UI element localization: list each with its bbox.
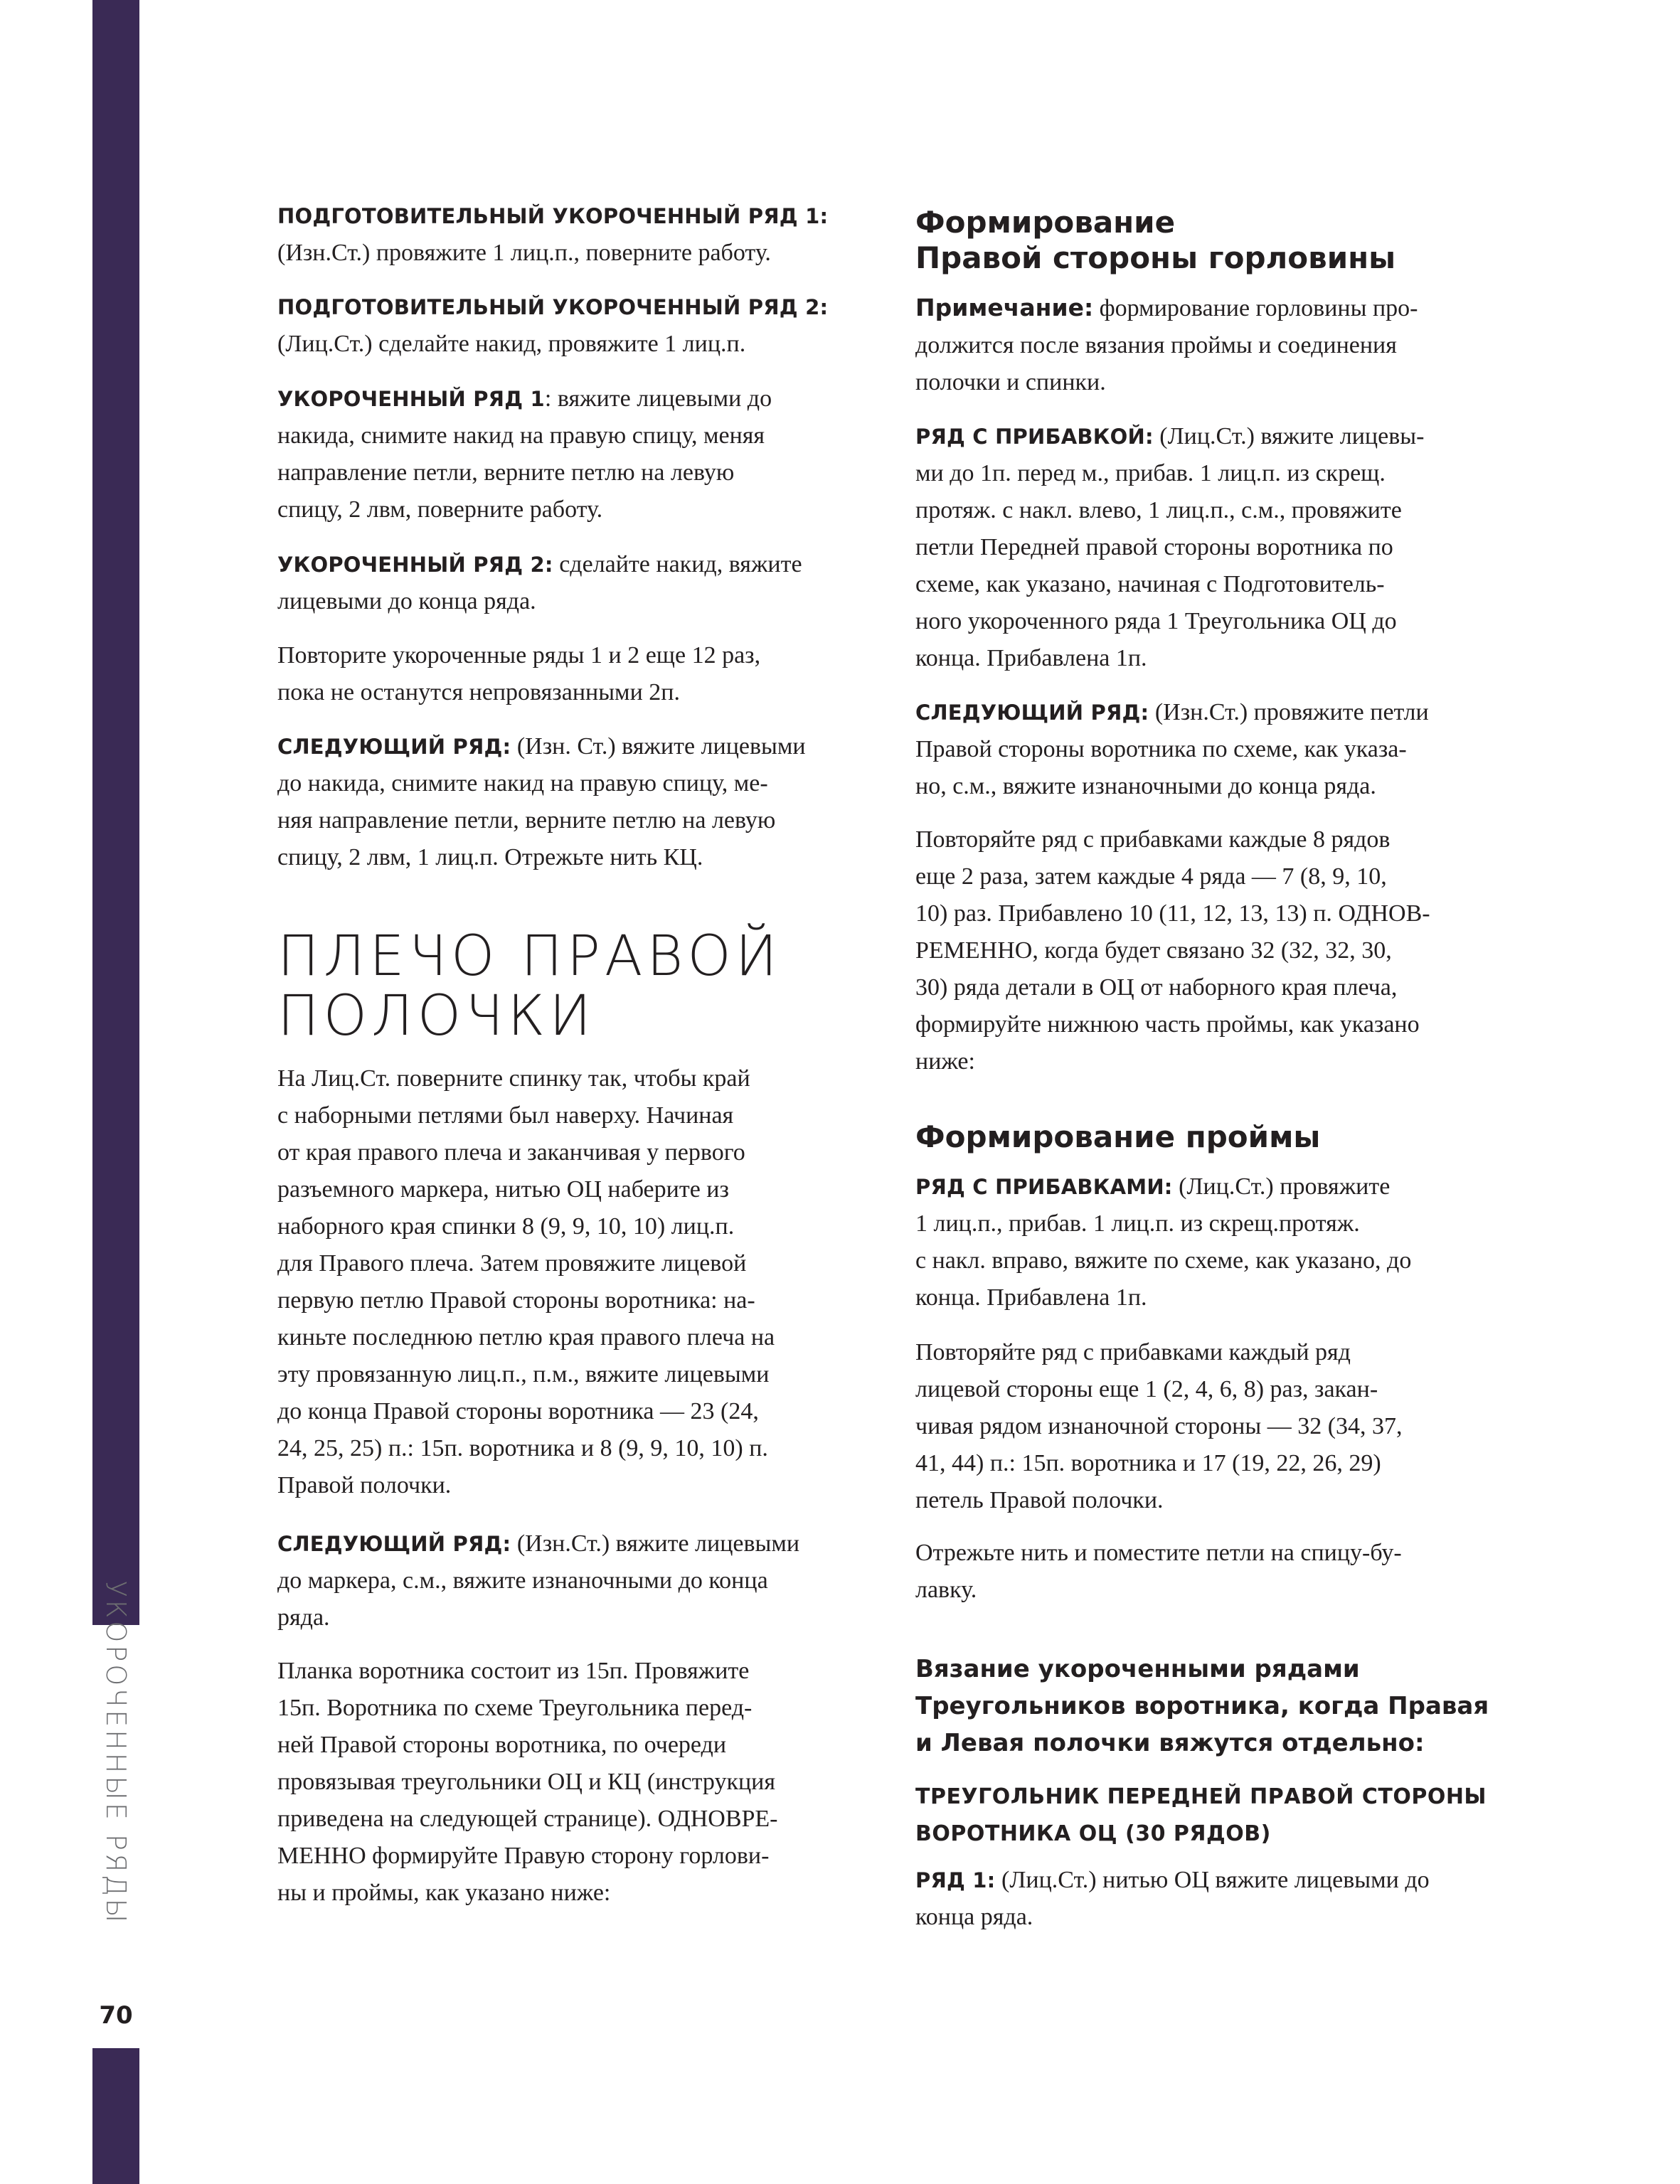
section-heading: ПЛЕЧО ПРАВОЙ ПОЛОЧКИ bbox=[277, 925, 782, 1048]
side-bar-top bbox=[92, 0, 139, 1625]
next-row-1: СЛЕДУЮЩИЙ РЯД: (Изн. Ст.) вяжите лицевыми до накида, снимите накид на правую спицу, ме- няя направление петли, верните петлю на левую спицу, 2 лвм, 1 лиц.п. Отрежьте нить КЦ. bbox=[277, 733, 806, 870]
page-number: 70 bbox=[99, 2001, 133, 2030]
next-row-2: СЛЕДУЮЩИЙ РЯД: (Изн.Ст.) вяжите лицевыми до маркера, с.м., вяжите изнаночными до конца ряда. bbox=[277, 1530, 800, 1631]
repeat-increase: Повторяйте ряд с прибавками каждые 8 рядов еще 2 раза, затем каждые 4 ряда — 7 (8, 9, 10, 10) раз. Прибавлено 10 (11, 12, 13, 13) п. ОДНОВ- РЕМЕННО, когда будет связано 32 (32, 32, 30, 30) ряда детали в ОЦ от наборного края плеча, формируйте нижнюю часть проймы, как указано ниже: bbox=[915, 826, 1430, 1075]
note-label: Примечание: bbox=[915, 294, 1094, 321]
short-row-2-label: УКОРОЧЕННЫЙ РЯД 2: bbox=[277, 553, 553, 577]
next-row-right: СЛЕДУЮЩИЙ РЯД: (Изн.Ст.) провяжите петли Правой стороны воротника по схеме, как указа- но, с.м., вяжите изнаночными до конца ряда. bbox=[915, 699, 1429, 799]
next-row-2-label: СЛЕДУЮЩИЙ РЯД: bbox=[277, 1532, 511, 1556]
next-row-right-label: СЛЕДУЮЩИЙ РЯД: bbox=[915, 701, 1149, 725]
repeat-short-rows: Повторите укороченные ряды 1 и 2 еще 12 раз, пока не останутся непровязанными 2п. bbox=[277, 642, 761, 705]
row-1: РЯД 1: (Лиц.Ст.) нитью ОЦ вяжите лицевыми до конца ряда. bbox=[915, 1867, 1430, 1930]
section-side-label: УКОРОЧЕННЫЕ РЯДЫ bbox=[100, 1580, 132, 1926]
prep-row-1 bbox=[277, 198, 868, 272]
armhole-increase-row: РЯД С ПРИБАВКАМИ: (Лиц.Ст.) провяжите 1 лиц.п., прибав. 1 лиц.п. из скрещ.протяж. с накл. вправо, вяжите по схеме, как указано, до конца. Прибавлена 1п. bbox=[915, 1173, 1412, 1311]
neckline-note: Примечание: формирование горловины про- должится после вязания проймы и соединения полочки и спинки. bbox=[915, 294, 1418, 395]
prep-row-2 bbox=[277, 289, 868, 363]
cut-yarn: Отрежьте нить и поместите петли на спицу-бу- лавку. bbox=[915, 1540, 1402, 1603]
row-1-label: РЯД 1: bbox=[915, 1868, 996, 1892]
short-row-1-label: УКОРОЧЕННЫЙ РЯД 1 bbox=[277, 387, 545, 411]
next-row-1-label: СЛЕДУЮЩИЙ РЯД: bbox=[277, 735, 511, 759]
triangle-heading: ТРЕУГОЛЬНИК ПЕРЕДНЕЙ ПРАВОЙ СТОРОНЫ ВОРОТНИКА ОЦ (30 РЯДОВ) bbox=[915, 1784, 1487, 1846]
neckline-heading: Формирование Правой стороны горловины bbox=[915, 205, 1396, 275]
armhole-repeat: Повторяйте ряд с прибавками каждый ряд лицевой стороны еще 1 (2, 4, 6, 8) раз, закан- чивая рядом изнаночной стороны — 32 (34, 37, 41, 44) п.: 15п. воротника и 17 (19, 22, 26, 29) петель Правой полочки. bbox=[915, 1339, 1403, 1513]
armhole-heading: Формирование проймы bbox=[915, 1119, 1321, 1154]
prep-row-1-label: ПОДГОТОВИТЕЛЬНЫЙ УКОРОЧЕННЫЙ РЯД 1: bbox=[277, 204, 829, 228]
armhole-increase-label: РЯД С ПРИБАВКАМИ: bbox=[915, 1175, 1173, 1199]
collar-band-text: Планка воротника состоит из 15п. Провяжите 15п. Воротника по схеме Треугольника перед- ней Правой стороны воротника, по очереди провязывая треугольники ОЦ и КЦ (инструкция приведена на следующей странице). ОДНОВРЕ- МЕННО формируйте Правую сторону горлови- ны и проймы, как указано ниже: bbox=[277, 1658, 778, 1906]
prep-row-2-text: (Лиц.Ст.) сделайте накид, провяжите 1 лиц.п. bbox=[277, 331, 746, 357]
short-rows-heading: Вязание укороченными рядами Треугольников воротника, когда Правая и Левая полочки вяжутся отдельно: bbox=[915, 1655, 1489, 1757]
short-row-1: УКОРОЧЕННЫЙ РЯД 1: вяжите лицевыми до накида, снимите накид на правую спицу, меняя направление петли, верните петлю на левую спицу, 2 лвм, поверните работу. bbox=[277, 385, 772, 523]
increase-row: РЯД С ПРИБАВКОЙ: (Лиц.Ст.) вяжите лицевы- ми до 1п. перед м., прибав. 1 лиц.п. из скрещ. протяж. с накл. влево, 1 лиц.п., с.м., провяжите петли Передней правой стороны воротника по схеме, как указано, начиная с Подготовитель- ного укороченного ряда 1 Треугольника ОЦ до конца. Прибавлена 1п. bbox=[915, 423, 1425, 671]
shoulder-intro: На Лиц.Ст. поверните спинку так, чтобы край с наборными петлями был наверху. Начиная от края правого плеча и заканчивая у первого разъемного маркера, нитью ОЦ наберите из наборного края спинки 8 (9, 9, 10, 10) лиц.п. для Правого плеча. Затем провяжите лицевой первую петлю Правой стороны воротника: на- киньте последнюю петлю края правого плеча на эту провязанную лиц.п., п.м., вяжите лицевыми до конца Правой стороны воротника — 23 (24, 24, 25, 25) п.: 15п. воротника и 8 (9, 9, 10, 10) п. Правой полочки. bbox=[277, 1065, 775, 1498]
prep-row-1-text: (Изн.Ст.) провяжите 1 лиц.п., поверните работу. bbox=[277, 240, 771, 266]
side-bar-bottom bbox=[92, 2048, 139, 2184]
short-row-2: УКОРОЧЕННЫЙ РЯД 2: сделайте накид, вяжите лицевыми до конца ряда. bbox=[277, 551, 802, 614]
increase-row-label: РЯД С ПРИБАВКОЙ: bbox=[915, 425, 1154, 449]
prep-row-2-label: ПОДГОТОВИТЕЛЬНЫЙ УКОРОЧЕННЫЙ РЯД 2: bbox=[277, 295, 829, 319]
